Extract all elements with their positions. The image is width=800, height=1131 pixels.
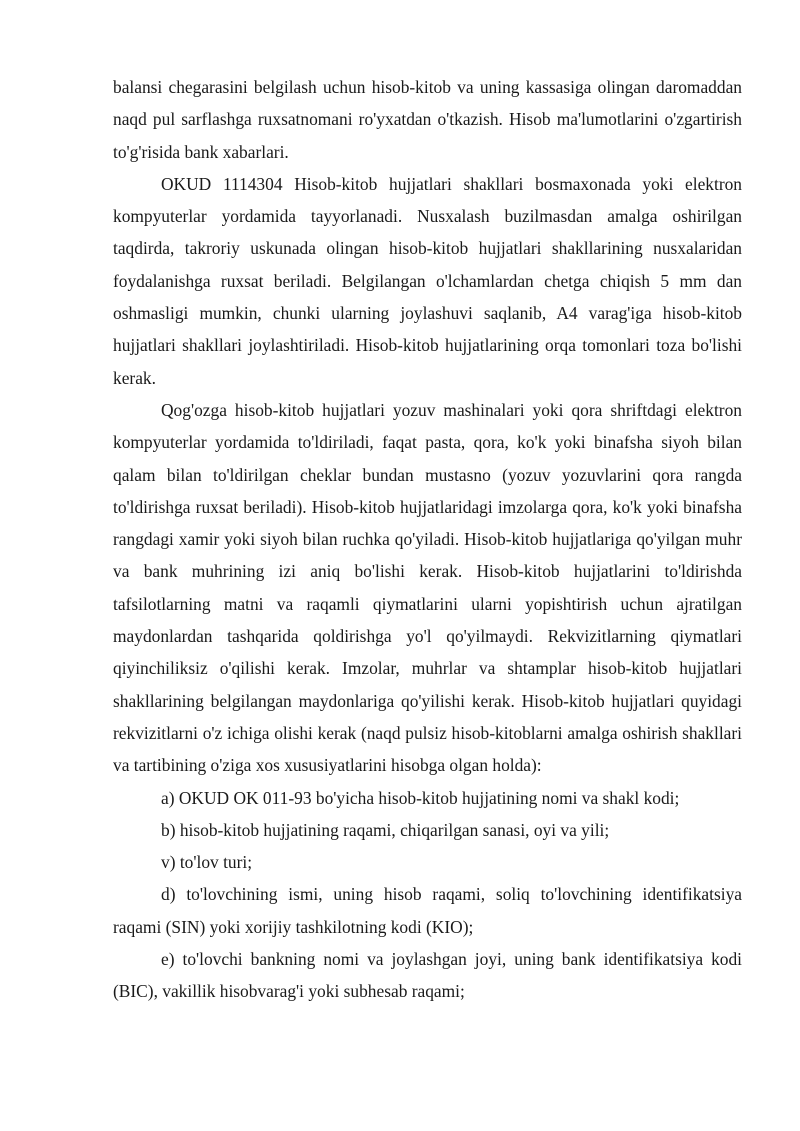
document-page	[113, 71, 742, 1008]
paragraph-continuation: balansi chegarasini belgilash uchun hisob-kitob va uning kassasiga olingan daromaddan naqd pul sarflashga ruxsatnomani ro'yxatdan o'tkazish. Hisob ma'lumotlarini o'zgartirish to'g'risida bank xabarlari.	[113, 77, 742, 162]
list-item-v: v) to'lov turi;	[161, 852, 253, 873]
list-item-a: a) OKUD OK 011-93 bo'yicha hisob-kitob hujjatining nomi va shakl kodi;	[161, 787, 680, 808]
paragraph-filling-rules: Qog'ozga hisob-kitob hujjatlari yozuv mashinalari yoki qora shriftdagi elektron kompyuterlar yordamida to'ldiriladi, faqat pasta, qora, ko'k yoki binafsha siyoh bilan qalam bilan to'ldirilgan cheklar bundan mustasno (yozuv yozuvlarini qora rangda to'ldirishga ruxsat beriladi). Hisob-kitob hujjatlaridagi imzolarga qora, ko'k yoki binafsha rangdagi xamir yoki siyoh bilan ruchka qo'yiladi. Hisob-kitob hujjatlariga qo'yilgan muhr va bank muhrining izi aniq bo'lishi kerak. Hisob-kitob hujjatlarini to'ldirishda tafsilotlarning matni va raqamli qiymatlarini ularni yopishtirish uchun ajratilgan maydonlardan tashqarida qoldirishga yo'l qo'yilmaydi. Rekvizitlarning qiymatlari qiyinchiliksiz o'qilishi kerak. Imzolar, muhrlar va shtamplar hisob-kitob hujjatlari shakllarining belgilangan maydonlariga qo'yilishi kerak. Hisob-kitob hujjatlari quyidagi rekvizitlarni o'z ichiga olishi kerak (naqd pulsiz hisob-kitoblarni amalga oshirish shakllari va tartibining o'ziga xos xususiyatlarini hisobga olgan holda):	[113, 399, 742, 776]
list-item-d: d) to'lovchining ismi, uning hisob raqami, soliq to'lovchining identifikatsiya raqami (SIN) yoki xorijiy tashkilotning kodi (KIO);	[113, 884, 742, 937]
list-item-e: e) to'lovchi bankning nomi va joylashgan joyi, uning bank identifikatsiya kodi (BIC), vakillik hisobvarag'i yoki subhesab raqami;	[113, 949, 742, 1002]
list-item-b: b) hisob-kitob hujjatining raqami, chiqarilgan sanasi, oyi va yili;	[161, 819, 610, 840]
paragraph-okud-forms: OKUD 1114304 Hisob-kitob hujjatlari shakllari bosmaxonada yoki elektron kompyuterlar yordamida tayyorlanadi. Nusxalash buzilmasdan amalga oshirilgan taqdirda, takroriy uskunada olingan hisob-kitob hujjatlari shakllarining nusxalaridan foydalanishga ruxsat beriladi. Belgilangan o'lchamlardan chetga chiqish 5 mm dan oshmasligi mumkin, chunki ularning joylashuvi saqlanib, A4 varag'iga hisob-kitob hujjatlari shakllari joylashtiriladi. Hisob-kitob hujjatlarining orqa tomonlari toza bo'lishi kerak.	[113, 173, 742, 388]
